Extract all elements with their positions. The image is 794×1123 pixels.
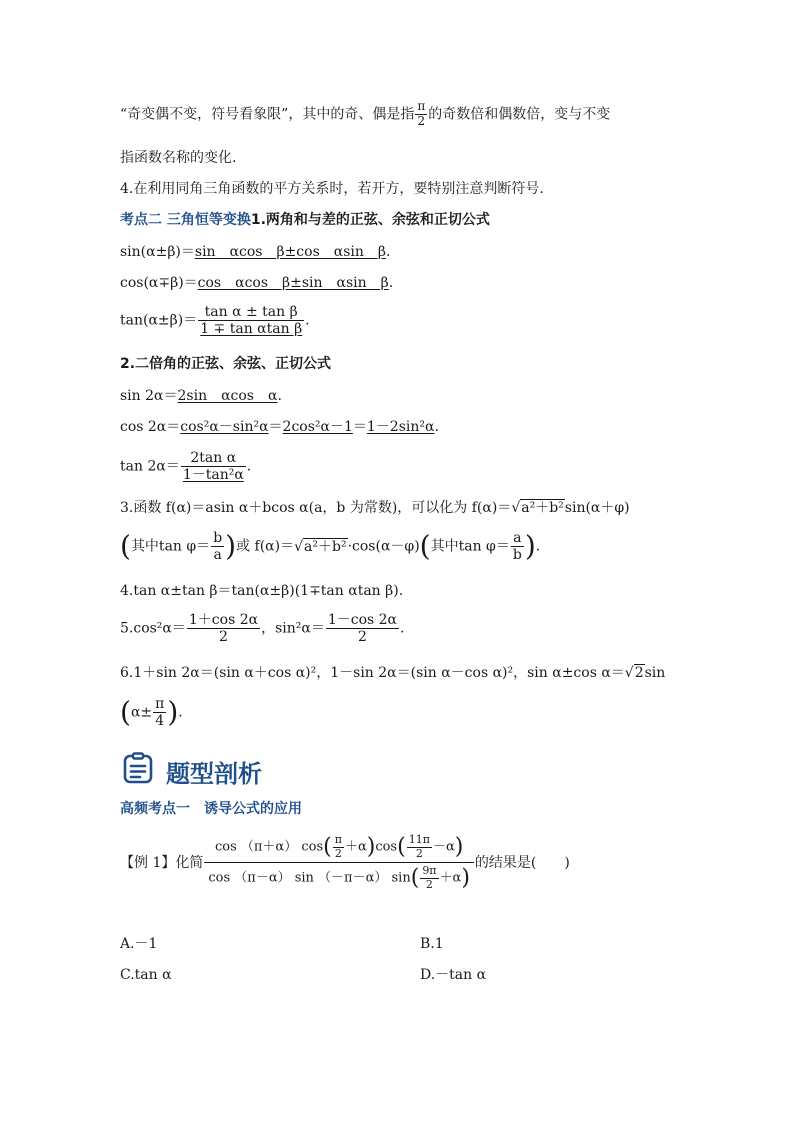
item-6-line-2: (α± $\frac{\pi}{4}$ ). <box>120 695 183 730</box>
pi-over-2-fraction: $\frac{\pi}{2}$ <box>417 99 426 128</box>
item-5-power-reduction: 5.cos²α＝ $\frac{1+\cos 2\alpha}{2}$ ，sin²α＝ $\frac{1-\cos 2\alpha}{2}$ . <box>120 612 405 646</box>
item-3-line-1: 3.函数 f(α)＝asin α＋bcos α(a，b 为常数)，可以化为 f(α)＝√a²＋b²sin(α＋φ) <box>120 500 630 516</box>
b-over-a-fraction: $\frac{b}{a}$ <box>213 530 223 564</box>
intro-line-2: 指函数名称的变化. <box>120 150 237 166</box>
item-4-note: 4.在利用同角三角函数的平方关系时，若开方，要特别注意判断符号. <box>120 181 544 197</box>
sqrt-a2-b2-2: √a²＋b² <box>294 538 347 555</box>
option-a[interactable]: A.－1 <box>120 936 158 952</box>
tan-sum-formula: tan(α±β)＝ $\frac{\text{tan α ± tan β}}{\text{1 ∓ tan αtan β}}$ . <box>120 304 310 338</box>
intro-text-b: 的奇数倍和偶数倍，变与不变 <box>428 106 611 123</box>
example-1 <box>120 832 570 894</box>
option-d[interactable]: D.－tan α <box>420 967 487 983</box>
example-expression: cos （π＋α） cos( $\frac{\pi}{2}$ ＋α)cos( $\frac{11\pi}{2}$ －α) cos （π－α） sin （－π－α） sin( $\frac{9\pi}{2}$ ＋α) <box>204 832 474 894</box>
tan-sum-fraction: $\frac{\text{tan α ± tan β}}{\text{1 ∓ tan αtan β}}$ <box>200 304 303 338</box>
double-angle-title: 2.二倍角的正弦、余弦、正切公式 <box>120 356 332 372</box>
item-6-line-1: 6.1＋sin 2α＝(sin α＋cos α)²，1－sin 2α＝(sin α－cos α)²，sin α±cos α＝√2sin <box>120 665 666 681</box>
tan-double-formula: tan 2α＝ $\frac{\text{2tan α}}{\text{1－tan²α}}$ . <box>120 450 252 484</box>
cos-sq-fraction: $\frac{1+\cos 2\alpha}{2}$ <box>188 612 259 646</box>
item-3-line-2: (其中tan φ＝ $\frac{b}{a}$ )或 f(α)＝√a²＋b²·cos(α－φ)(其中tan φ＝ $\frac{a}{b}$ ). <box>120 529 541 564</box>
point-2-label: 考点二 三角恒等变换 <box>120 212 251 228</box>
sin-sq-fraction: $\frac{1-\cos 2\alpha}{2}$ <box>327 612 398 646</box>
pi-over-4-fraction: $\frac{\pi}{4}$ <box>155 696 165 730</box>
frequent-point-heading: 高频考点一 诱导公式的应用 <box>120 801 302 817</box>
clipboard-list-icon <box>122 752 154 784</box>
example-label: 【例 1】化简 <box>120 854 204 871</box>
cos-double-formula: cos 2α＝cos²α－sin²α＝2cos²α－1＝1－2sin²α. <box>120 419 439 435</box>
intro-text-a: “奇变偶不变，符号看象限”，其中的奇、偶是指 <box>120 106 415 123</box>
point-2-heading <box>120 213 490 227</box>
sin-double-formula: sin 2α＝2sin αcos α. <box>120 388 282 404</box>
option-c[interactable]: C.tan α <box>120 967 172 983</box>
cos-sum-formula: cos(α∓β)＝cos αcos β±sin αsin β. <box>120 275 394 291</box>
point-2-subtitle: 1.两角和与差的正弦、余弦和正切公式 <box>250 212 490 228</box>
a-over-b-fraction: $\frac{a}{b}$ <box>512 530 522 564</box>
example-tail: 的结果是( ) <box>474 854 570 871</box>
sqrt-a2-b2: √a²＋b² <box>511 500 564 516</box>
item-4-tan-identity: 4.tan α±tan β＝tan(α±β)(1∓tan αtan β). <box>120 583 404 599</box>
section-title: 题型剖析 <box>166 760 262 788</box>
sqrt-2: √2 <box>624 665 644 681</box>
tan-double-fraction: $\frac{\text{2tan α}}{\text{1－tan²α}}$ <box>182 450 244 484</box>
intro-line-1 <box>120 100 610 129</box>
option-b[interactable]: B.1 <box>420 936 444 952</box>
sin-sum-formula: sin(α±β)＝sin αcos β±cos αsin β. <box>120 244 391 260</box>
